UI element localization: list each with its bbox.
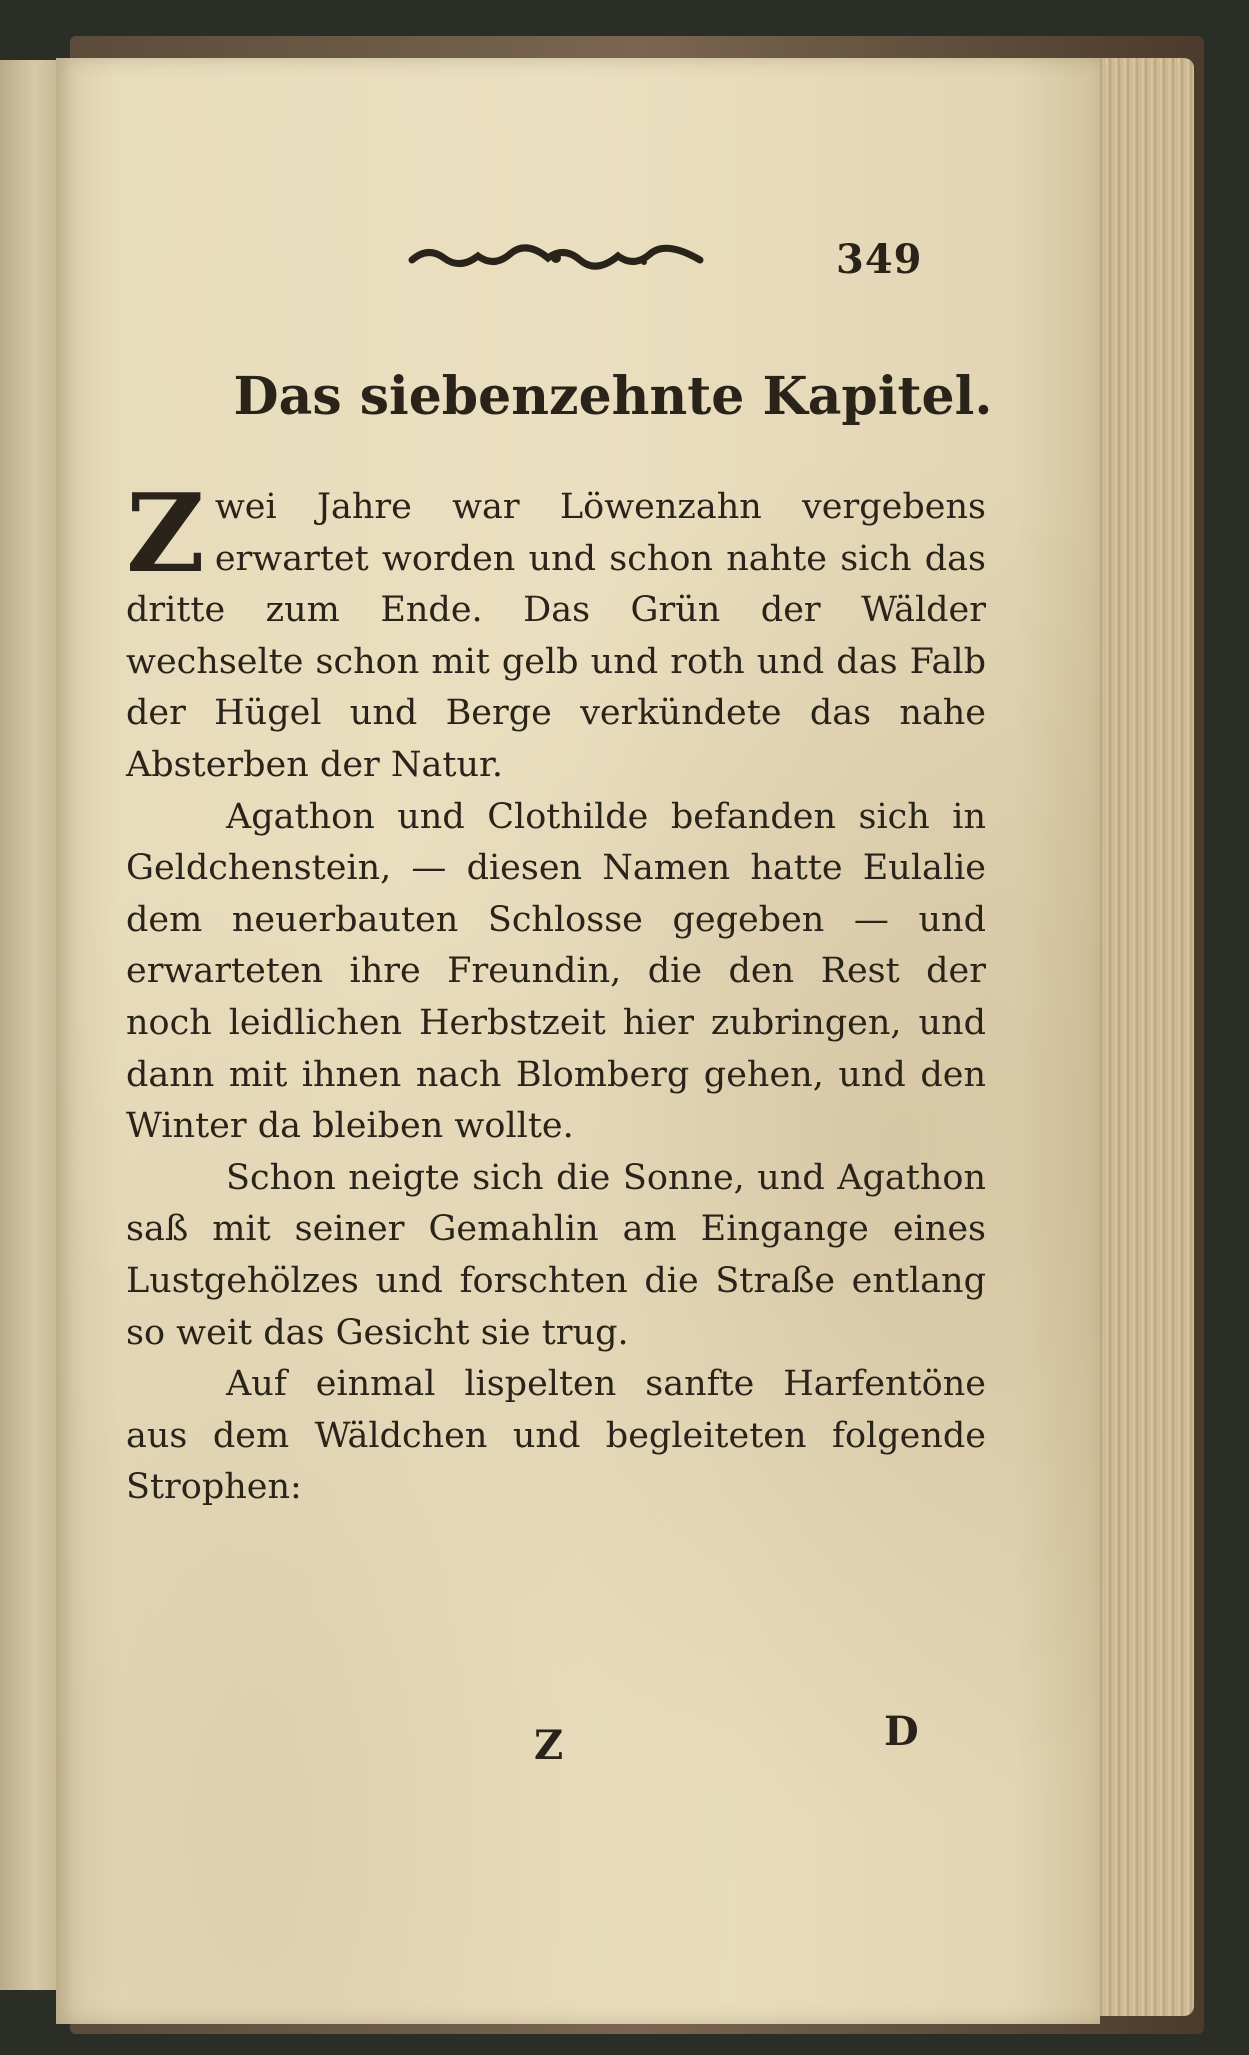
paragraph-4: Auf einmal lispelten sanfte Harfentöne aus dem Wäldchen und begleiteten folgende Strophen: <box>126 1364 986 1508</box>
catchword: D <box>884 1708 919 1755</box>
drop-cap: Z <box>126 471 205 597</box>
paragraph-3: Schon neigte sich die Sonne, und Agathon saß mit seiner Gemahlin am Eingange eines Lustgehölzes und forschten die Straße entlang so weit das Gesicht sie trug. <box>126 1157 986 1353</box>
book-page <box>56 58 1100 2024</box>
header-ornament <box>408 240 704 274</box>
body-text <box>126 471 986 1514</box>
paragraph-1-text: wei Jahre war Löwenzahn vergebens erwartet worden und schon nahte sich das dritte zum Ende. Das Grün der Wälder wechselte schon mit gelb und roth und das Falb der Hügel und Berge verkündete das nahe Absterben der Natur. <box>126 487 986 785</box>
paragraph-1 <box>126 471 986 792</box>
previous-page-gutter <box>0 60 58 1990</box>
page-block-edge <box>1086 58 1194 2016</box>
signature-mark: Z <box>534 1722 564 1769</box>
paragraph-2: Agathon und Clothilde befanden sich in Geldchenstein, — diesen Namen hatte Eulalie dem neuerbauten Schlosse gegeben — und erwarteten ihre Freundin, die den Rest der noch leidlichen Herbstzeit hier zubringen, und dann mit ihnen nach Blomberg gehen, und den Winter da bleiben wollte. <box>126 796 986 1147</box>
page-number: 349 <box>836 236 923 283</box>
chapter-title: Das siebenzehnte Kapitel. <box>233 366 993 427</box>
